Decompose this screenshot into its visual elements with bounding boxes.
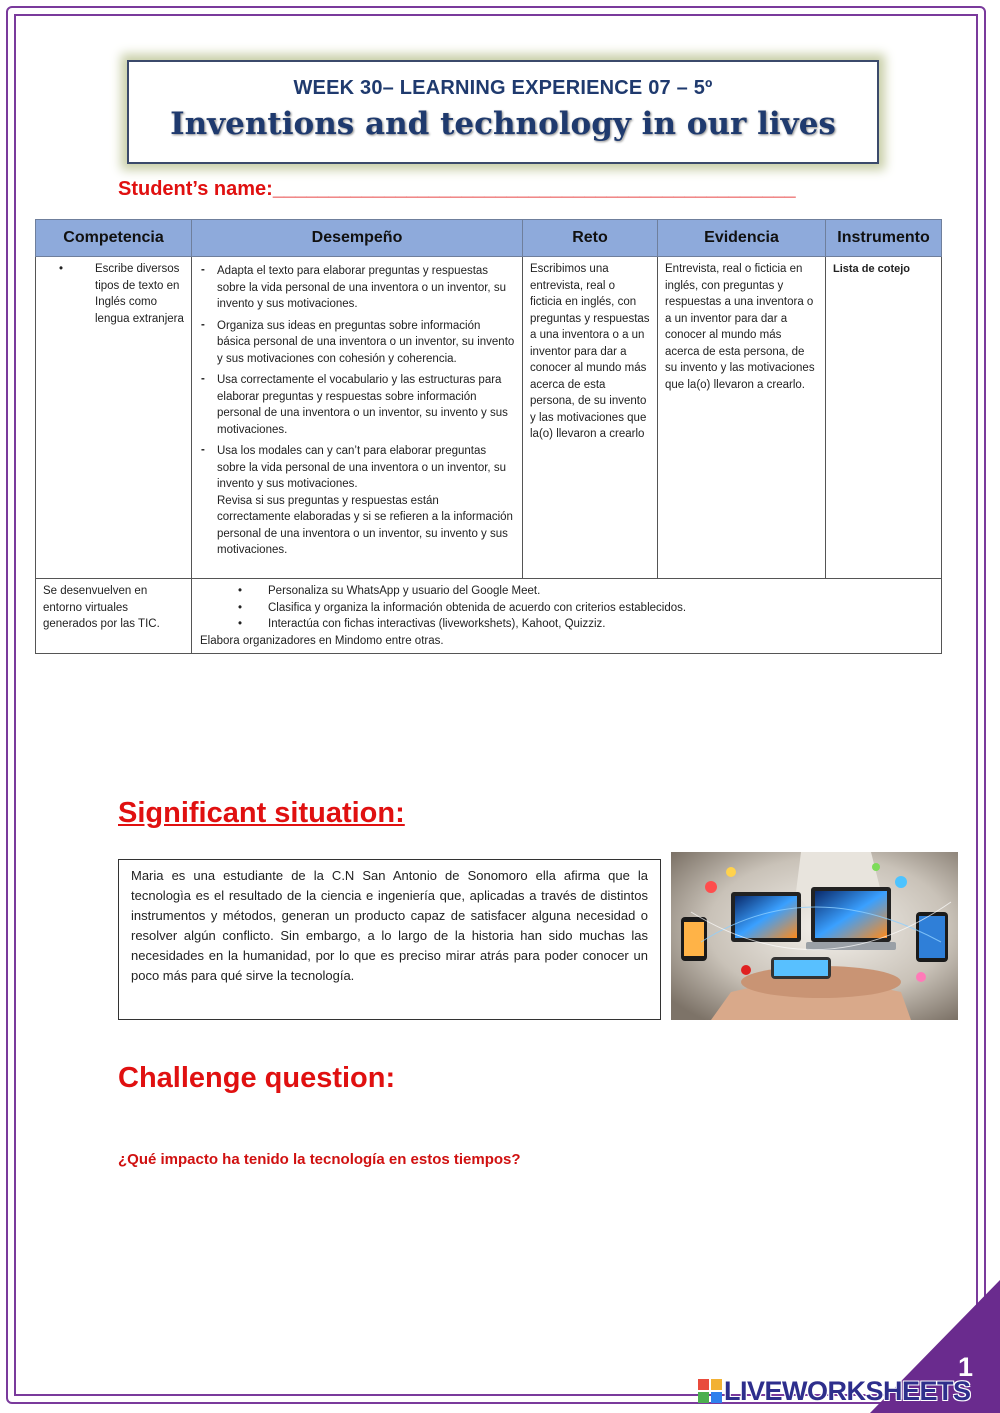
desempeno-item: - Organiza sus ideas en preguntas sobre información básica personal de una inventora o un inventor, su invento y sus motivaciones con cohesión y coherencia. xyxy=(199,318,515,368)
header-instrumento: Instrumento xyxy=(826,220,942,257)
page-title: Inventions and technology in our lives xyxy=(170,106,836,142)
instrumento-cell: Lista de cotejo xyxy=(826,257,942,579)
competencia-tic-cell: Se desenvuelven en entorno virtuales generados por las TIC. xyxy=(36,579,192,654)
competency-table xyxy=(35,219,942,654)
challenge-question-text: ¿Qué impacto ha tenido la tecnología en estos tiempos? xyxy=(118,1151,521,1168)
situation-text-box: Maria es una estudiante de la C.N San Antonio de Sonomoro ella afirma que la tecnologìa es el resultado de la ciencia e ingeniería que, aplicadas a través de distintos instrumentos y métodos, generan un producto capaz de satisfacer alguna necesidad o resolver algún conflicto. Sin embargo, a lo largo de la historia han sido muchas las necesidades en la humanidad, por lo que es preciso mirar atrás para poder conocer un poco más para qué sirve la tecnología. xyxy=(118,859,661,1020)
tic-activities-cell xyxy=(192,579,942,654)
table-row xyxy=(36,257,942,579)
table-row xyxy=(36,579,942,654)
student-name-label: Student’s name:_______________________________________________ xyxy=(118,178,796,200)
competencia-cell xyxy=(36,257,192,579)
tic-item: • Interactúa con fichas interactivas (liveworkshets), Kahoot, Quizziz. xyxy=(238,616,934,633)
desempeno-item: - Usa correctamente el vocabulario y las estructuras para elaborar preguntas y respuestas sobre información personal de una inventora o un inventor, su invento y sus motivaciones. xyxy=(199,372,515,438)
table-header-row xyxy=(36,220,942,257)
header-box xyxy=(127,60,879,164)
technology-illustration xyxy=(671,852,958,1020)
week-line: WEEK 30– LEARNING EXPERIENCE 07 – 5º xyxy=(293,77,713,99)
technology-illustration-svg xyxy=(671,852,958,1020)
header-reto: Reto xyxy=(523,220,658,257)
page-number: 1 xyxy=(958,1352,974,1382)
competencia-text: • Escribe diversos tipos de texto en Inglés como lengua extranjera xyxy=(51,261,184,327)
significant-situation-title: Significant situation: xyxy=(118,797,405,829)
liveworksheets-logo xyxy=(698,1376,971,1406)
desempeno-item xyxy=(199,443,515,559)
challenge-question-title: Challenge question: xyxy=(118,1062,396,1094)
desempeno-item-text: Usa los modales can y can’t para elaborar preguntas sobre la vida personal de una inventora o un inventor, su invento y sus motivaciones. xyxy=(217,445,506,490)
tic-extra: Elabora organizadores en Mindomo entre otras. xyxy=(200,634,444,647)
tic-item: • Clasifica y organiza la información obtenida de acuerdo con criterios establecidos. xyxy=(238,600,934,617)
header-evidencia: Evidencia xyxy=(658,220,826,257)
desempeno-cell xyxy=(192,257,523,579)
desempeno-item-text: Revisa si sus preguntas y respuestas están correctamente elaboradas y si se refieren a la información personal de una inventora o un inventor, su invento y sus motivaciones. xyxy=(217,494,513,556)
header-competencia: Competencia xyxy=(36,220,192,257)
desempeno-item: - Adapta el texto para elaborar preguntas y respuestas sobre la vida personal de una inventora o un inventor, su invento y sus motivaciones. xyxy=(199,263,515,313)
brand-name: LIVEWORKSHEETS xyxy=(724,1375,971,1406)
tic-item: • Personaliza su WhatsApp y usuario del Google Meet. xyxy=(238,583,934,600)
reto-cell: Escribimos una entrevista, real o ficticia en inglés, con preguntas y respuestas a una inventora o a un inventor para dar a conocer al mundo más acerca de esta persona, de su invento y las motivaciones que la(o) llevaron a crearlo xyxy=(523,257,658,579)
header-desempeno: Desempeño xyxy=(192,220,523,257)
evidencia-cell: Entrevista, real o ficticia en inglés, con preguntas y respuestas a una inventora o a un inventor para dar a conocer al mundo más acerca de esta persona, de su invento y las motivaciones que la(o) llevaron a crearlo. xyxy=(658,257,826,579)
live-badge-icon xyxy=(698,1379,722,1403)
